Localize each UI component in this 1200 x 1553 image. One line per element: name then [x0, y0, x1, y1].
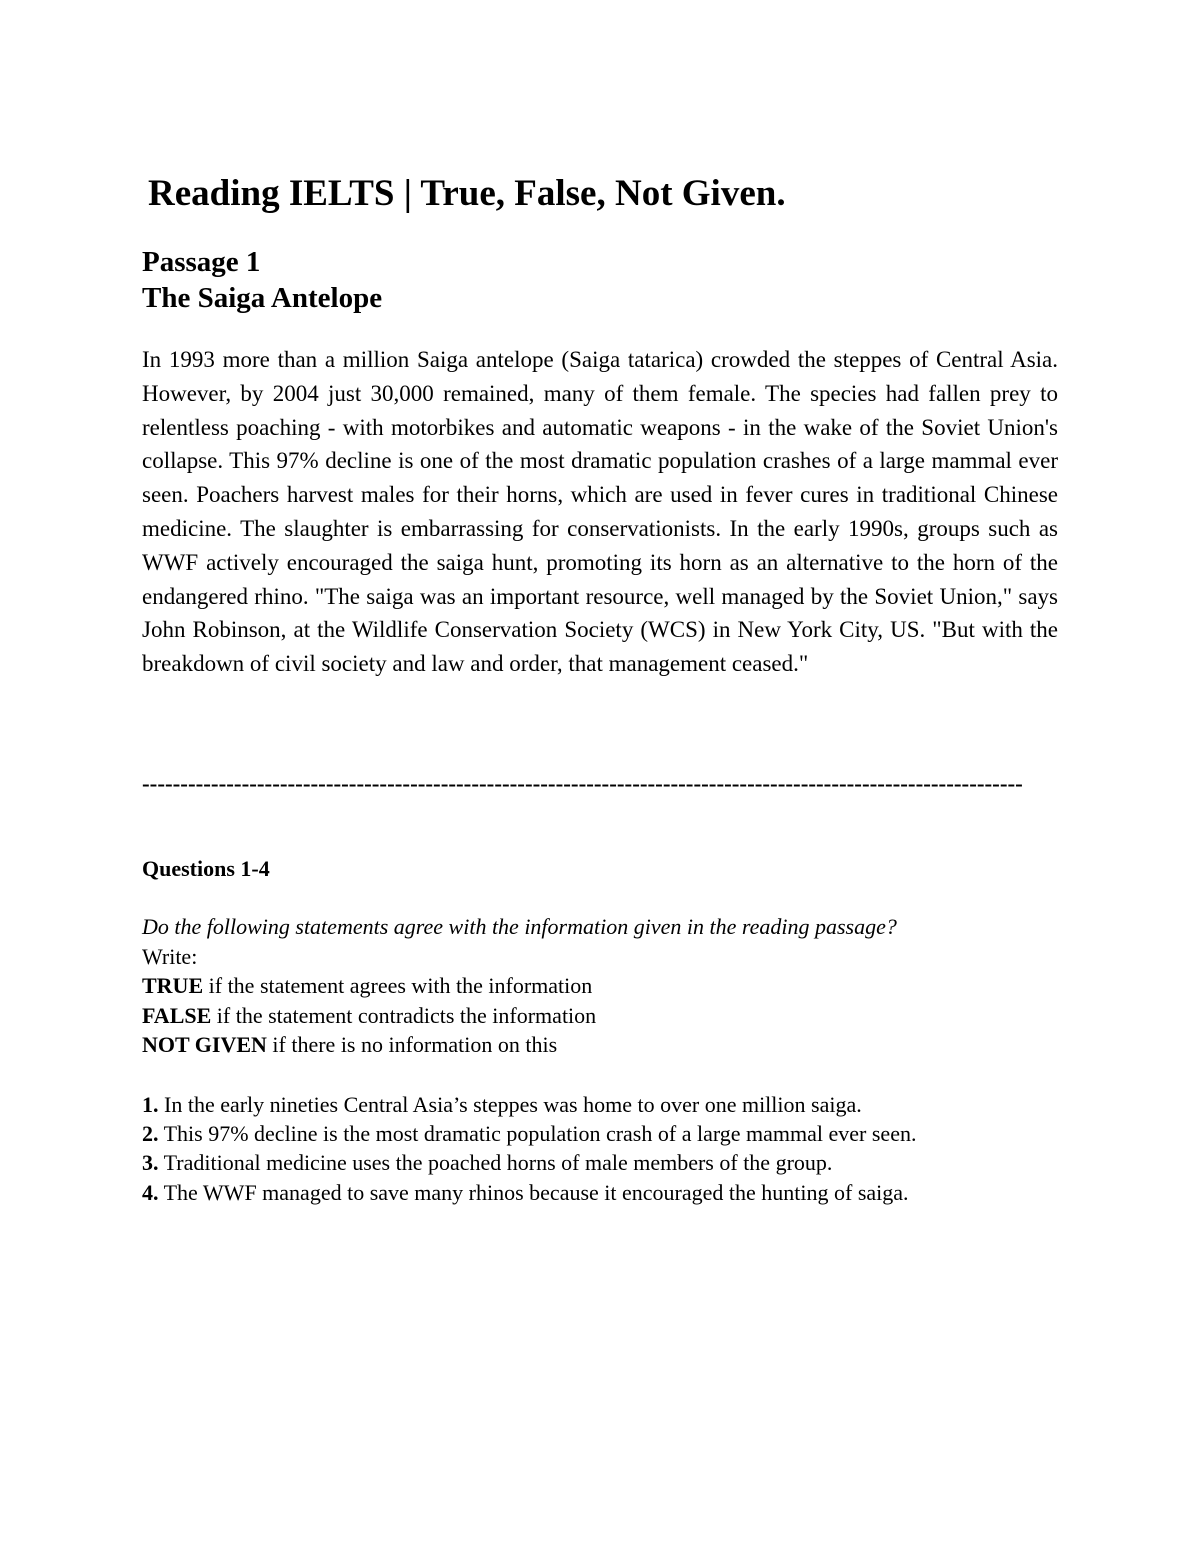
question-number: 2.: [142, 1121, 159, 1147]
instructions-write: Write:: [142, 943, 198, 969]
option-keyword: FALSE: [142, 1002, 212, 1028]
passage-label: Passage 1: [142, 246, 261, 278]
instruction-option-true: [142, 971, 897, 1001]
questions-heading: Questions 1-4: [142, 856, 270, 881]
instructions-prompt: Do the following statements agree with the information given in the reading passage?: [142, 914, 897, 939]
option-keyword: NOT GIVEN: [142, 1032, 267, 1058]
instruction-option-false: [142, 1001, 897, 1031]
question-text: Traditional medicine uses the poached horns of male members of the group.: [158, 1150, 833, 1176]
option-text: if the statement agrees with the information: [203, 973, 593, 999]
document-title: Reading IELTS | True, False, Not Given.: [148, 173, 786, 214]
question-item: [142, 1090, 916, 1119]
question-item: [142, 1119, 916, 1148]
separator-line: -------------------------------------------------------------------------------------------------------------------: [142, 771, 1023, 796]
question-number: 1.: [142, 1092, 159, 1117]
option-keyword: TRUE: [142, 973, 204, 999]
question-list: [142, 1090, 916, 1207]
question-item: [142, 1178, 916, 1207]
question-text: In the early nineties Central Asia’s steppes was home to over one million saiga.: [158, 1092, 862, 1117]
question-text: This 97% decline is the most dramatic population crash of a large mammal ever seen.: [158, 1121, 917, 1147]
option-text: if the statement contradicts the information: [211, 1002, 597, 1028]
passage-title: The Saiga Antelope: [142, 282, 383, 314]
question-number: 4.: [142, 1179, 159, 1205]
question-item: [142, 1148, 916, 1177]
option-text: if there is no information on this: [266, 1032, 558, 1058]
question-number: 3.: [142, 1150, 159, 1176]
instruction-option-not-given: [142, 1030, 897, 1060]
instructions: [142, 912, 897, 1060]
question-text: The WWF managed to save many rhinos because it encouraged the hunting of saiga.: [158, 1179, 909, 1205]
passage-text: In 1993 more than a million Saiga antelope (Saiga tatarica) crowded the steppes of Central Asia. However, by 2004 just 30,000 remained, many of them female. The species had fallen prey to relentless poaching - with motorbikes and automatic weapons - in the wake of the Soviet Union's collapse. This 97% decline is one of the most dramatic population crashes of a large mammal ever seen. Poachers harvest males for their horns, which are used in fever cures in traditional Chinese medicine. The slaughter is embarrassing for conservationists. In the early 1990s, groups such as WWF actively encouraged the saiga hunt, promoting its horn as an alternative to the horn of the endangered rhino. "The saiga was an important resource, well managed by the Soviet Union," says John Robinson, at the Wildlife Conservation Society (WCS) in New York City, US. "But with the breakdown of civil society and law and order, that management ceased.": [142, 347, 1058, 677]
